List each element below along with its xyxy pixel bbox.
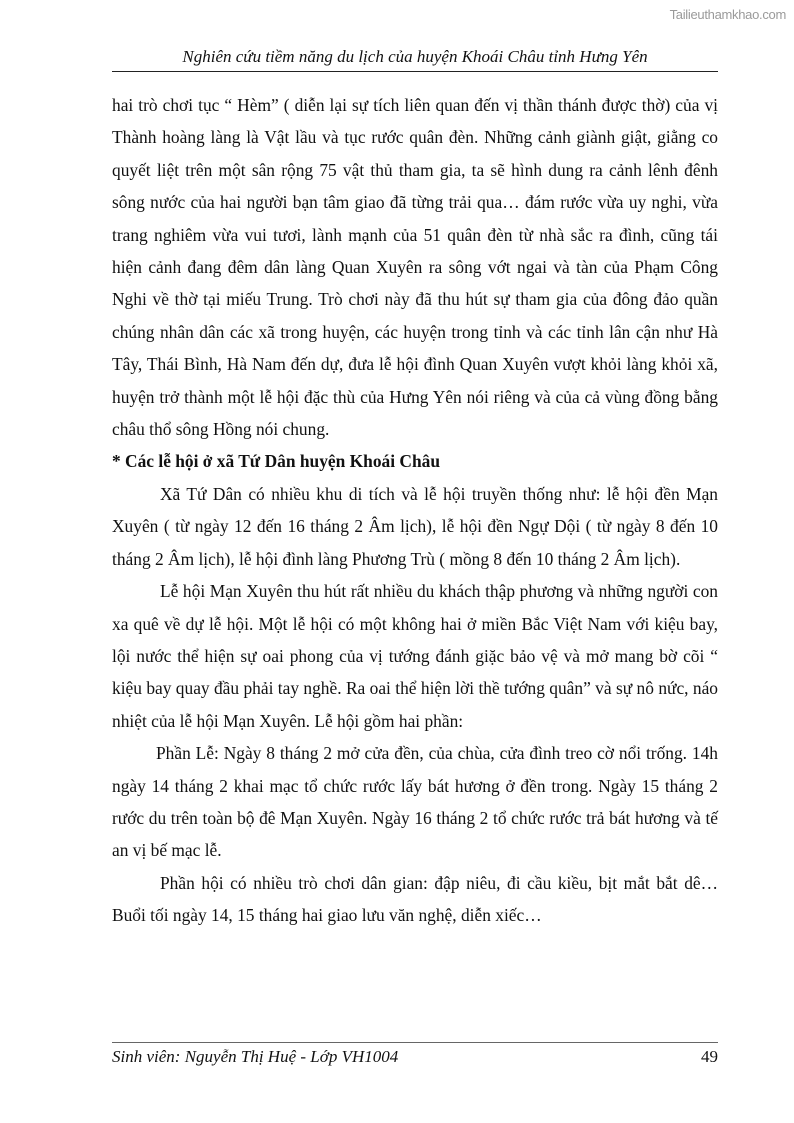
page-footer xyxy=(112,1045,718,1069)
paragraph: Xã Tứ Dân có nhiều khu di tích và lễ hội truyền thống như: lễ hội đền Mạn Xuyên ( từ ngày 12 đến 16 tháng 2 Âm lịch), lễ hội đền Ngự Dội ( từ ngày 8 đến 10 tháng 2 Âm lịch), lễ hội đình làng Phương Trù ( mồng 8 đến 10 tháng 2 Âm lịch). xyxy=(112,483,718,569)
paragraph: hai trò chơi tục “ Hèm” ( diễn lại sự tích liên quan đến vị thần thánh được thờ) của vị Thành hoàng làng là Vật lầu và tục rước quân đèn. Những cảnh giành giật, giằng co quyết liệt trên một sân rộng 75 vật thủ tham gia, ta sẽ hình dung ra cảnh lênh đênh sông nước của hai người bạn tâm giao đã từng trải qua… đám rước vừa uy nghi, vừa trang nghiêm vừa vui tươi, lành mạnh của 51 quân đèn từ nhà sắc ra đình, cũng tái hiện cảnh đang đêm dân làng Quan Xuyên ra sông vớt ngai và tàn của Phạm Công Nghi về thờ tại miếu Trung. Trò chơi này đã thu hút sự tham gia của đông đảo quần chúng nhân dân các xã trong huyện, các huyện trong tỉnh và các tỉnh lân cận như Hà Tây, Thái Bình, Hà Nam đến dự, đưa lễ hội đình Quan Xuyên vượt khỏi làng khỏi xã, huyện trở thành một lễ hội đặc thù của Hưng Yên nói riêng và của cả vùng đồng bằng châu thổ sông Hồng nói chung. xyxy=(112,95,718,440)
footer-rule xyxy=(112,1042,718,1043)
footer-student: Sinh viên: Nguyễn Thị Huệ - Lớp VH1004 xyxy=(112,1047,399,1066)
header-rule xyxy=(112,71,718,72)
running-header: Nghiên cứu tiềm năng du lịch của huyện Khoái Châu tỉnh Hưng Yên xyxy=(182,47,648,66)
paragraph: Phần Lễ: Ngày 8 tháng 2 mở cửa đền, của chùa, cửa đình treo cờ nổi trống. 14h ngày 14 tháng 2 khai mạc tổ chức rước lấy bát hương ở đền trong. Ngày 15 tháng 2 rước du trên toàn bộ đê Mạn Xuyên. Ngày 16 tháng 2 tổ chức rước trả bát hương và tế an vị bế mạc lễ. xyxy=(112,743,718,861)
paragraph: Lễ hội Mạn Xuyên thu hút rất nhiều du khách thập phương và những người con xa quê về dự lễ hội. Một lễ hội có một không hai ở miền Bắc Việt Nam với kiệu bay, lội nước thể hiện sự oai phong của vị tướng đánh giặc bảo vệ và mở mang bờ cõi “ kiệu bay quay đầu phải tay nghề. Ra oai thể hiện lời thề tướng quân” và sự nô nức, náo nhiệt của lễ hội Mạn Xuyên. Lễ hội gồm hai phần: xyxy=(112,581,718,731)
body-text xyxy=(112,89,718,932)
paragraph: Phần hội có nhiều trò chơi dân gian: đập niêu, đi cầu kiều, bịt mắt bắt dê… Buổi tối ngày 14, 15 tháng hai giao lưu văn nghệ, diễn xiếc… xyxy=(112,872,718,926)
watermark: Tailieuthamkhao.com xyxy=(669,7,786,22)
section-heading: * Các lễ hội ở xã Tứ Dân huyện Khoái Châu xyxy=(112,451,441,472)
page-number: 49 xyxy=(701,1047,718,1066)
